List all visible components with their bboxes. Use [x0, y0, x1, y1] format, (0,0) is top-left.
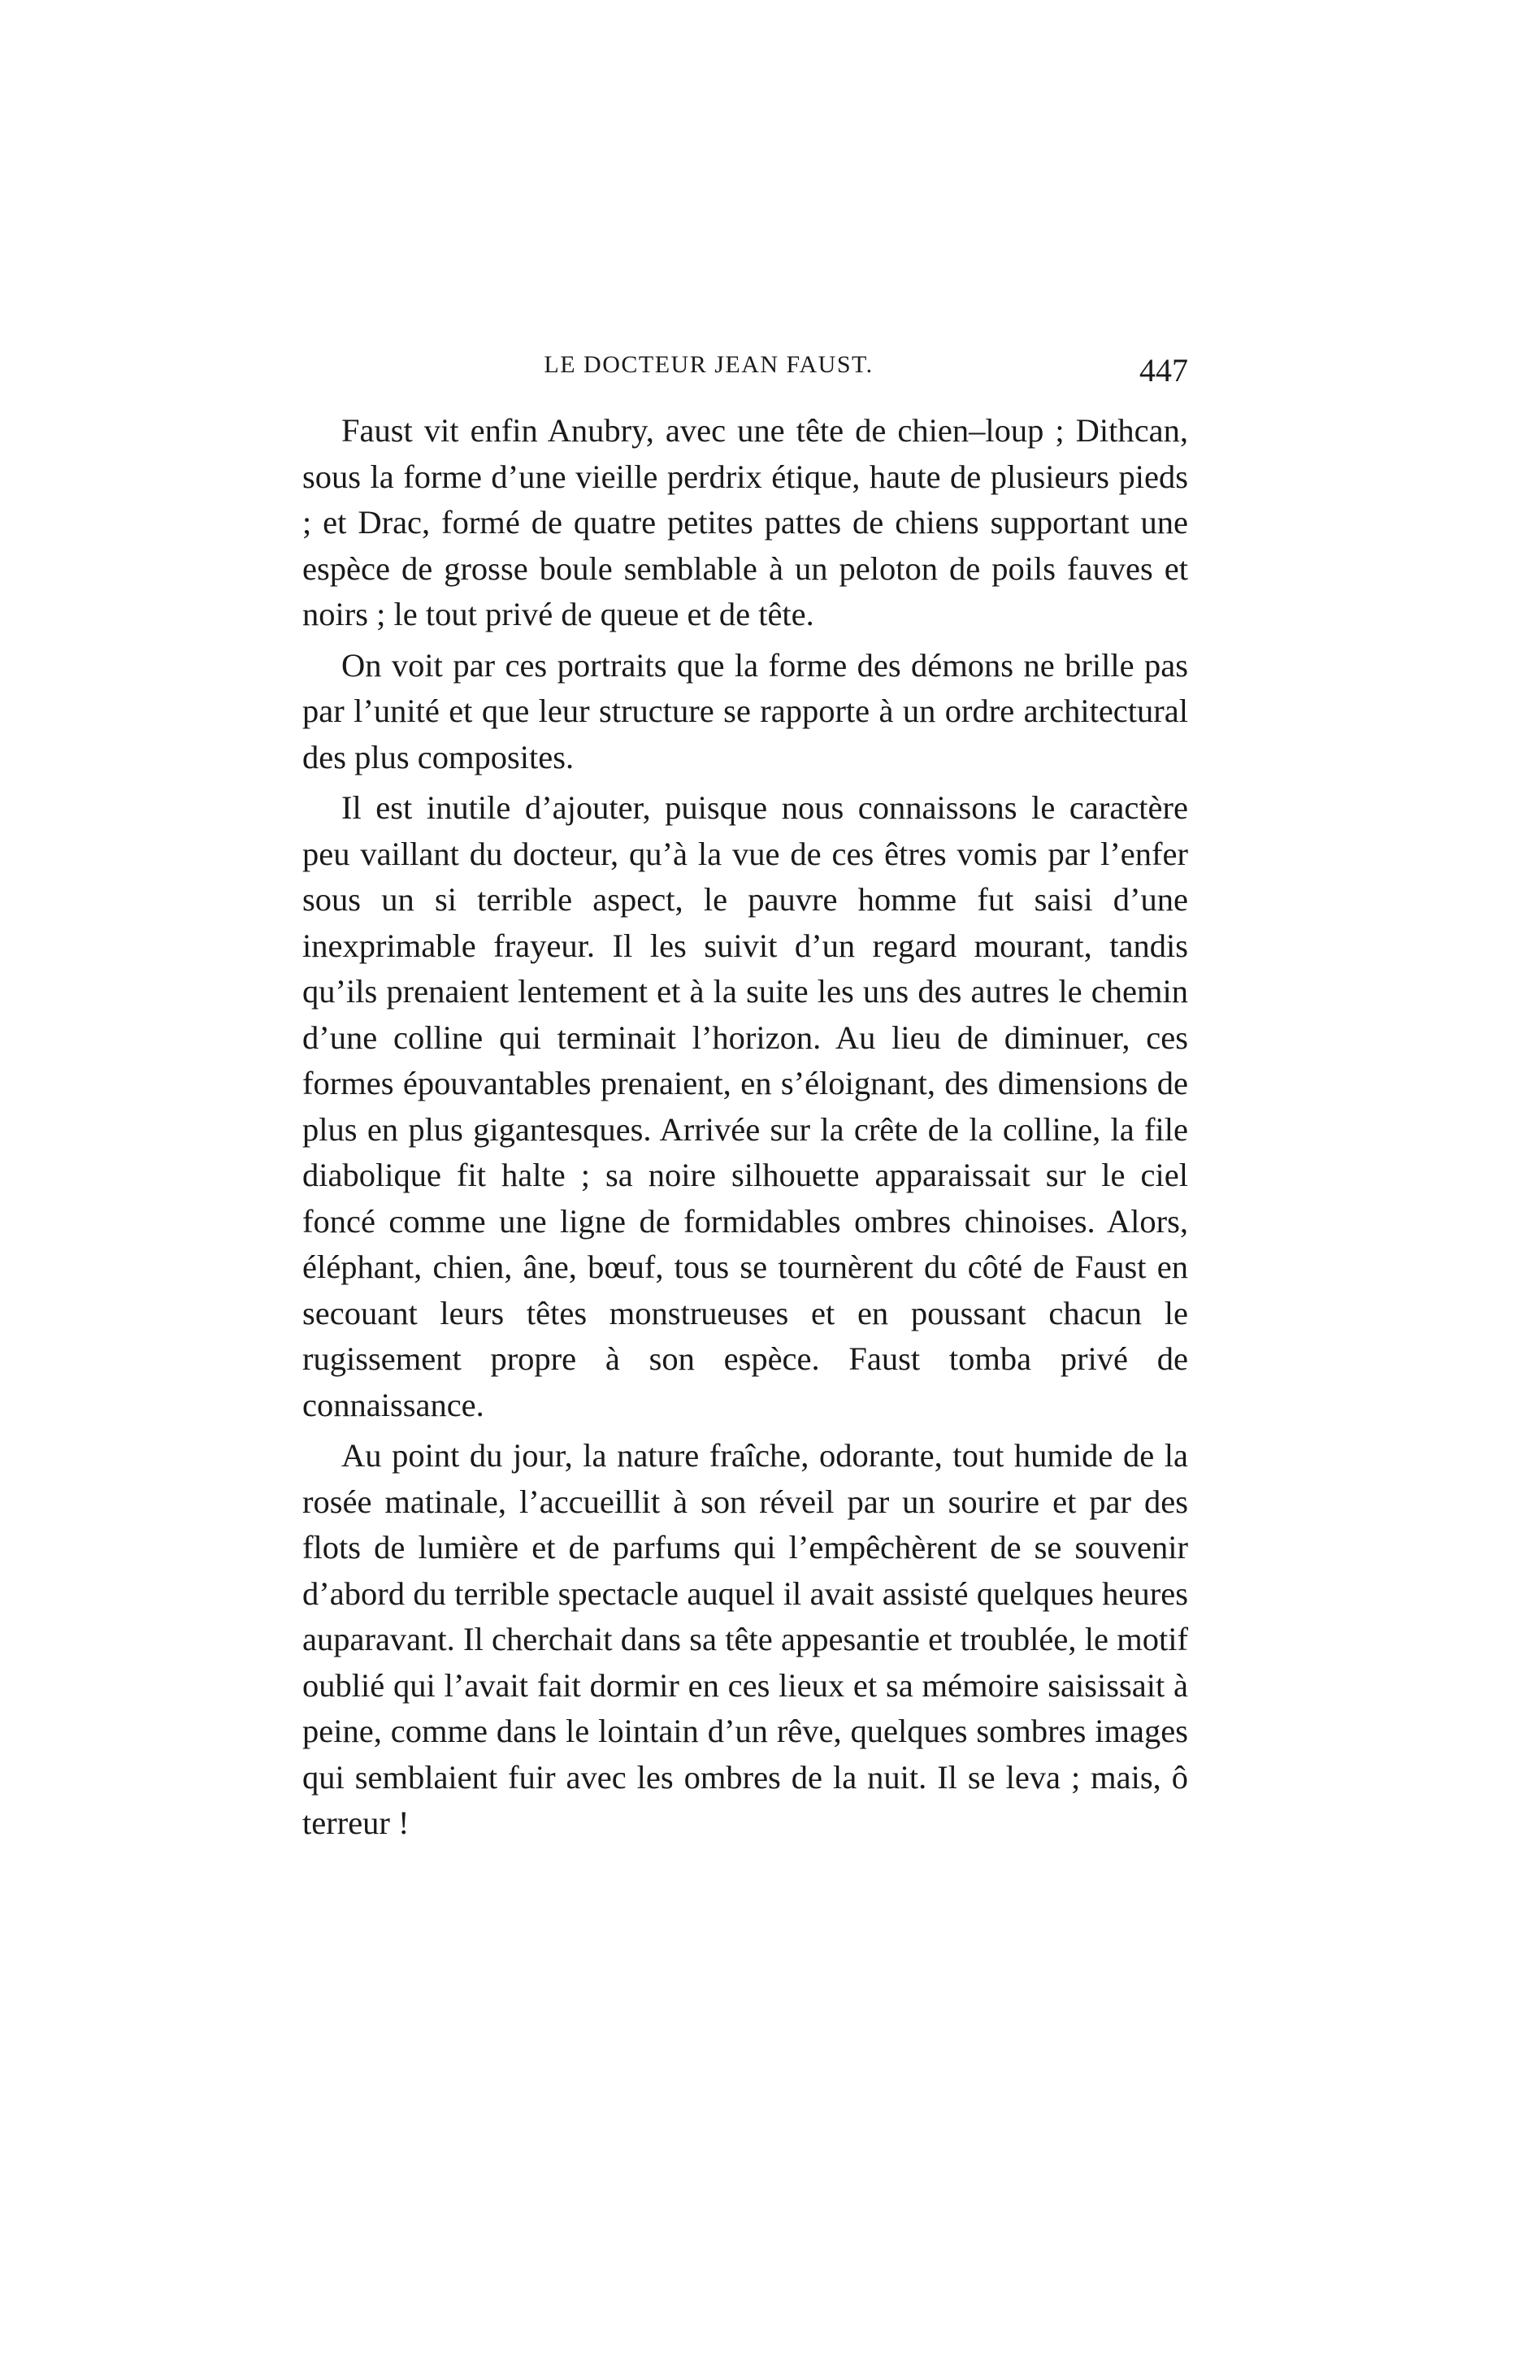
paragraph-2: On voit par ces portraits que la forme des démons ne brille pas par l’unité et que leur structure se rapporte à un ordre architectural des plus composites.: [302, 646, 1188, 775]
running-head: [302, 351, 1188, 392]
paragraph-4: Au point du jour, la nature fraîche, odorante, tout humide de la rosée matinale, l’accueillit à son réveil par un sourire et par des flots de lumière et de parfums qui l’empêchèrent de se souvenir d’abord du terrible spectacle auquel il avait assisté quelques heures auparavant. Il cherchait dans sa tête appesantie et troublée, le motif oublié qui l’avait fait dormir en ces lieux et sa mémoire saisissait à peine, comme dans le lointain d’un rêve, quelques sombres images qui semblaient fuir avec les ombres de la nuit. Il se leva ; mais, ô terreur !: [302, 1437, 1188, 1841]
running-title: LE DOCTEUR JEAN FAUST.: [544, 351, 874, 378]
page-number: 447: [1139, 352, 1188, 389]
paragraph-3: Il est inutile d’ajouter, puisque nous connaissons le caractère peu vaillant du docteur, qu’à la vue de ces êtres vomis par l’enfer sous un si terrible aspect, le pauvre homme fut saisi d’une inexprimable frayeur. Il les suivit d’un regard mourant, tandis qu’ils prenaient lentement et à la suite les uns des autres le chemin d’une colline qui terminait l’horizon. Au lieu de diminuer, ces formes épouvantables prenaient, en s’éloignant, des dimensions de plus en plus gigantesques. Arrivée sur la crête de la colline, la file diabolique fit halte ; sa noire silhouette apparaissait sur le ciel foncé comme une ligne de formidables ombres chinoises. Alors, éléphant, chien, âne, bœuf, tous se tournèrent du côté de Faust en secouant leurs têtes monstrueuses et en poussant chacun le rugissement propre à son espèce. Faust tomba privé de connaissance.: [302, 789, 1188, 1423]
body-text: [302, 408, 1188, 1847]
paragraph-1: Faust vit enfin Anubry, avec une tête de chien–loup ; Dithcan, sous la forme d’une vieille perdrix étique, haute de plusieurs pieds ; et Drac, formé de quatre petites pattes de chiens supportant une espèce de grosse boule semblable à un peloton de poils fauves et noirs ; le tout privé de queue et de tête.: [302, 412, 1188, 632]
